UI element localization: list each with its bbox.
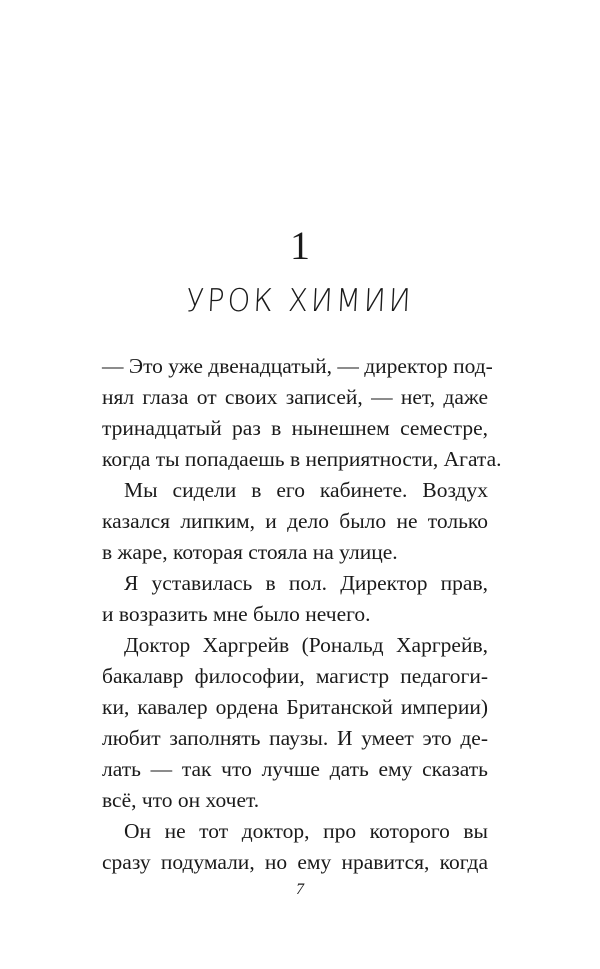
text-line: Доктор Харгрейв (Рональд Харгрейв,	[124, 633, 488, 657]
text-line: казался липким, и дело было не только	[102, 509, 488, 533]
text-line: сразу подумали, но ему нравится, когда	[102, 850, 488, 874]
text-line: лать — так что лучше дать ему сказать	[102, 757, 488, 781]
text-line: нял глаза от своих записей, — нет, даже	[102, 385, 488, 409]
text-line: в жаре, которая стояла на улице.	[102, 540, 398, 564]
text-line: тринадцатый раз в нынешнем семестре,	[102, 416, 488, 440]
text-line: Я уставилась в пол. Директор прав,	[124, 571, 488, 595]
chapter-title: УРОК ХИМИИ	[185, 281, 415, 319]
text-line: Он не тот доктор, про которого вы	[124, 819, 488, 843]
text-line: бакалавр философии, магистр педагоги-	[102, 664, 488, 688]
text-line: когда ты попадаешь в неприятности, Агата.	[102, 447, 502, 471]
text-line: и возразить мне было нечего.	[102, 602, 371, 626]
text-line: всё, что он хочет.	[102, 788, 260, 812]
text-line: Мы сидели в его кабинете. Воздух	[124, 478, 488, 502]
text-line: — Это уже двенадцатый, — директор под-	[102, 354, 493, 378]
page-number: 7	[296, 881, 304, 898]
text-line: ки, кавалер ордена Британской империи)	[102, 695, 488, 719]
text-line: любит заполнять паузы. И умеет это де-	[102, 726, 488, 750]
chapter-number: 1	[290, 223, 310, 268]
